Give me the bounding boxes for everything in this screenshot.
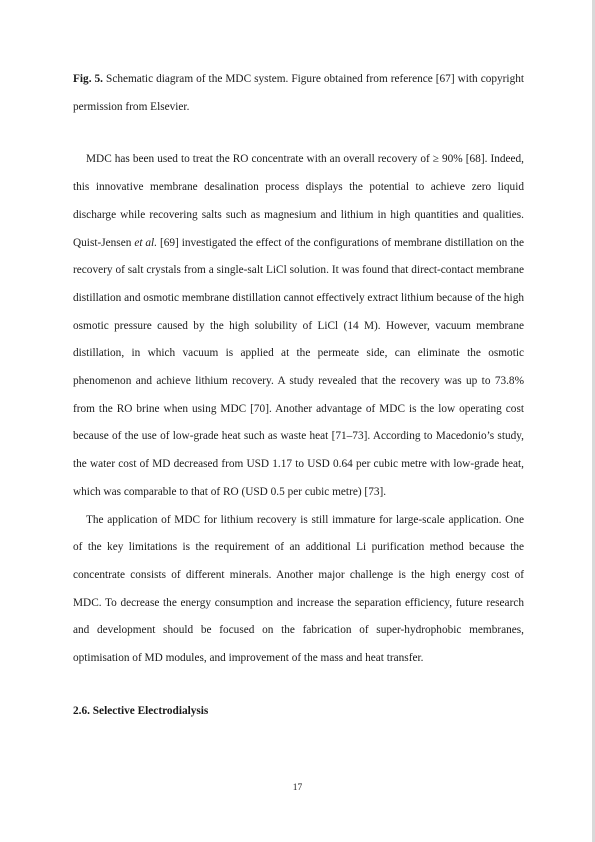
page-number: 17 [292, 783, 303, 793]
figure-caption [73, 66, 524, 121]
et-al: et al. [134, 236, 158, 249]
paragraph-1-part-1: MDC has been used to treat the RO concentrate with an overall recovery of ≥ 90% [68]. Indeed, this innovative membrane desalination process displays the potential to achieve zero liquid discharge while recovering salts such as magnesium and lithium in high quantities and qualities. Quist-Jensen [73, 153, 524, 249]
figure-caption-text: Schematic diagram of the MDC system. Figure obtained from reference [67] with copyright permission from Elsevier. [73, 73, 525, 113]
section-heading: 2.6. Selective Electrodialysis [73, 704, 209, 717]
paragraph-mdc-limitations: The application of MDC for lithium recovery is still immature for large-scale application. One of the key limitations is the requirement of an additional Li purification method because the concentrate consists of different minerals. Another major challenge is the high energy cost of MDC. To decrease the energy consumption and increase the separation efficiency, future research and development should be focused on the fabrication of super-hydrophobic membranes, optimisation of MD modules, and improvement of the mass and heat transfer. [73, 513, 524, 665]
paragraph-1-part-2: [69] investigated the effect of the configurations of membrane distillation on the recovery of salt crystals from a single-salt LiCl solution. It was found that direct-contact membrane distillation and osmotic membrane distillation cannot effectively extract lithium because of the high osmotic pressure caused by the high solubility of LiCl (14 M). However, vacuum membrane distillation, in which vacuum is applied at the permeate side, can eliminate the osmotic phenomenon and achieve lithium recovery. A study revealed that the recovery was up to 73.8% from the RO brine when using MDC [70]. Another advantage of MDC is the low operating cost because of the use of low-grade heat such as waste heat [71–73]. According to Macedonio’s study, the water cost of MD decreased from USD 1.17 to USD 0.64 per cubic metre with low-grade heat, which was comparable to that of RO (USD 0.5 per cubic metre) [73]. [73, 236, 525, 498]
figure-label: Fig. 5. [73, 73, 104, 85]
page-content [73, 66, 524, 725]
paragraph-mdc-recovery [73, 146, 524, 506]
